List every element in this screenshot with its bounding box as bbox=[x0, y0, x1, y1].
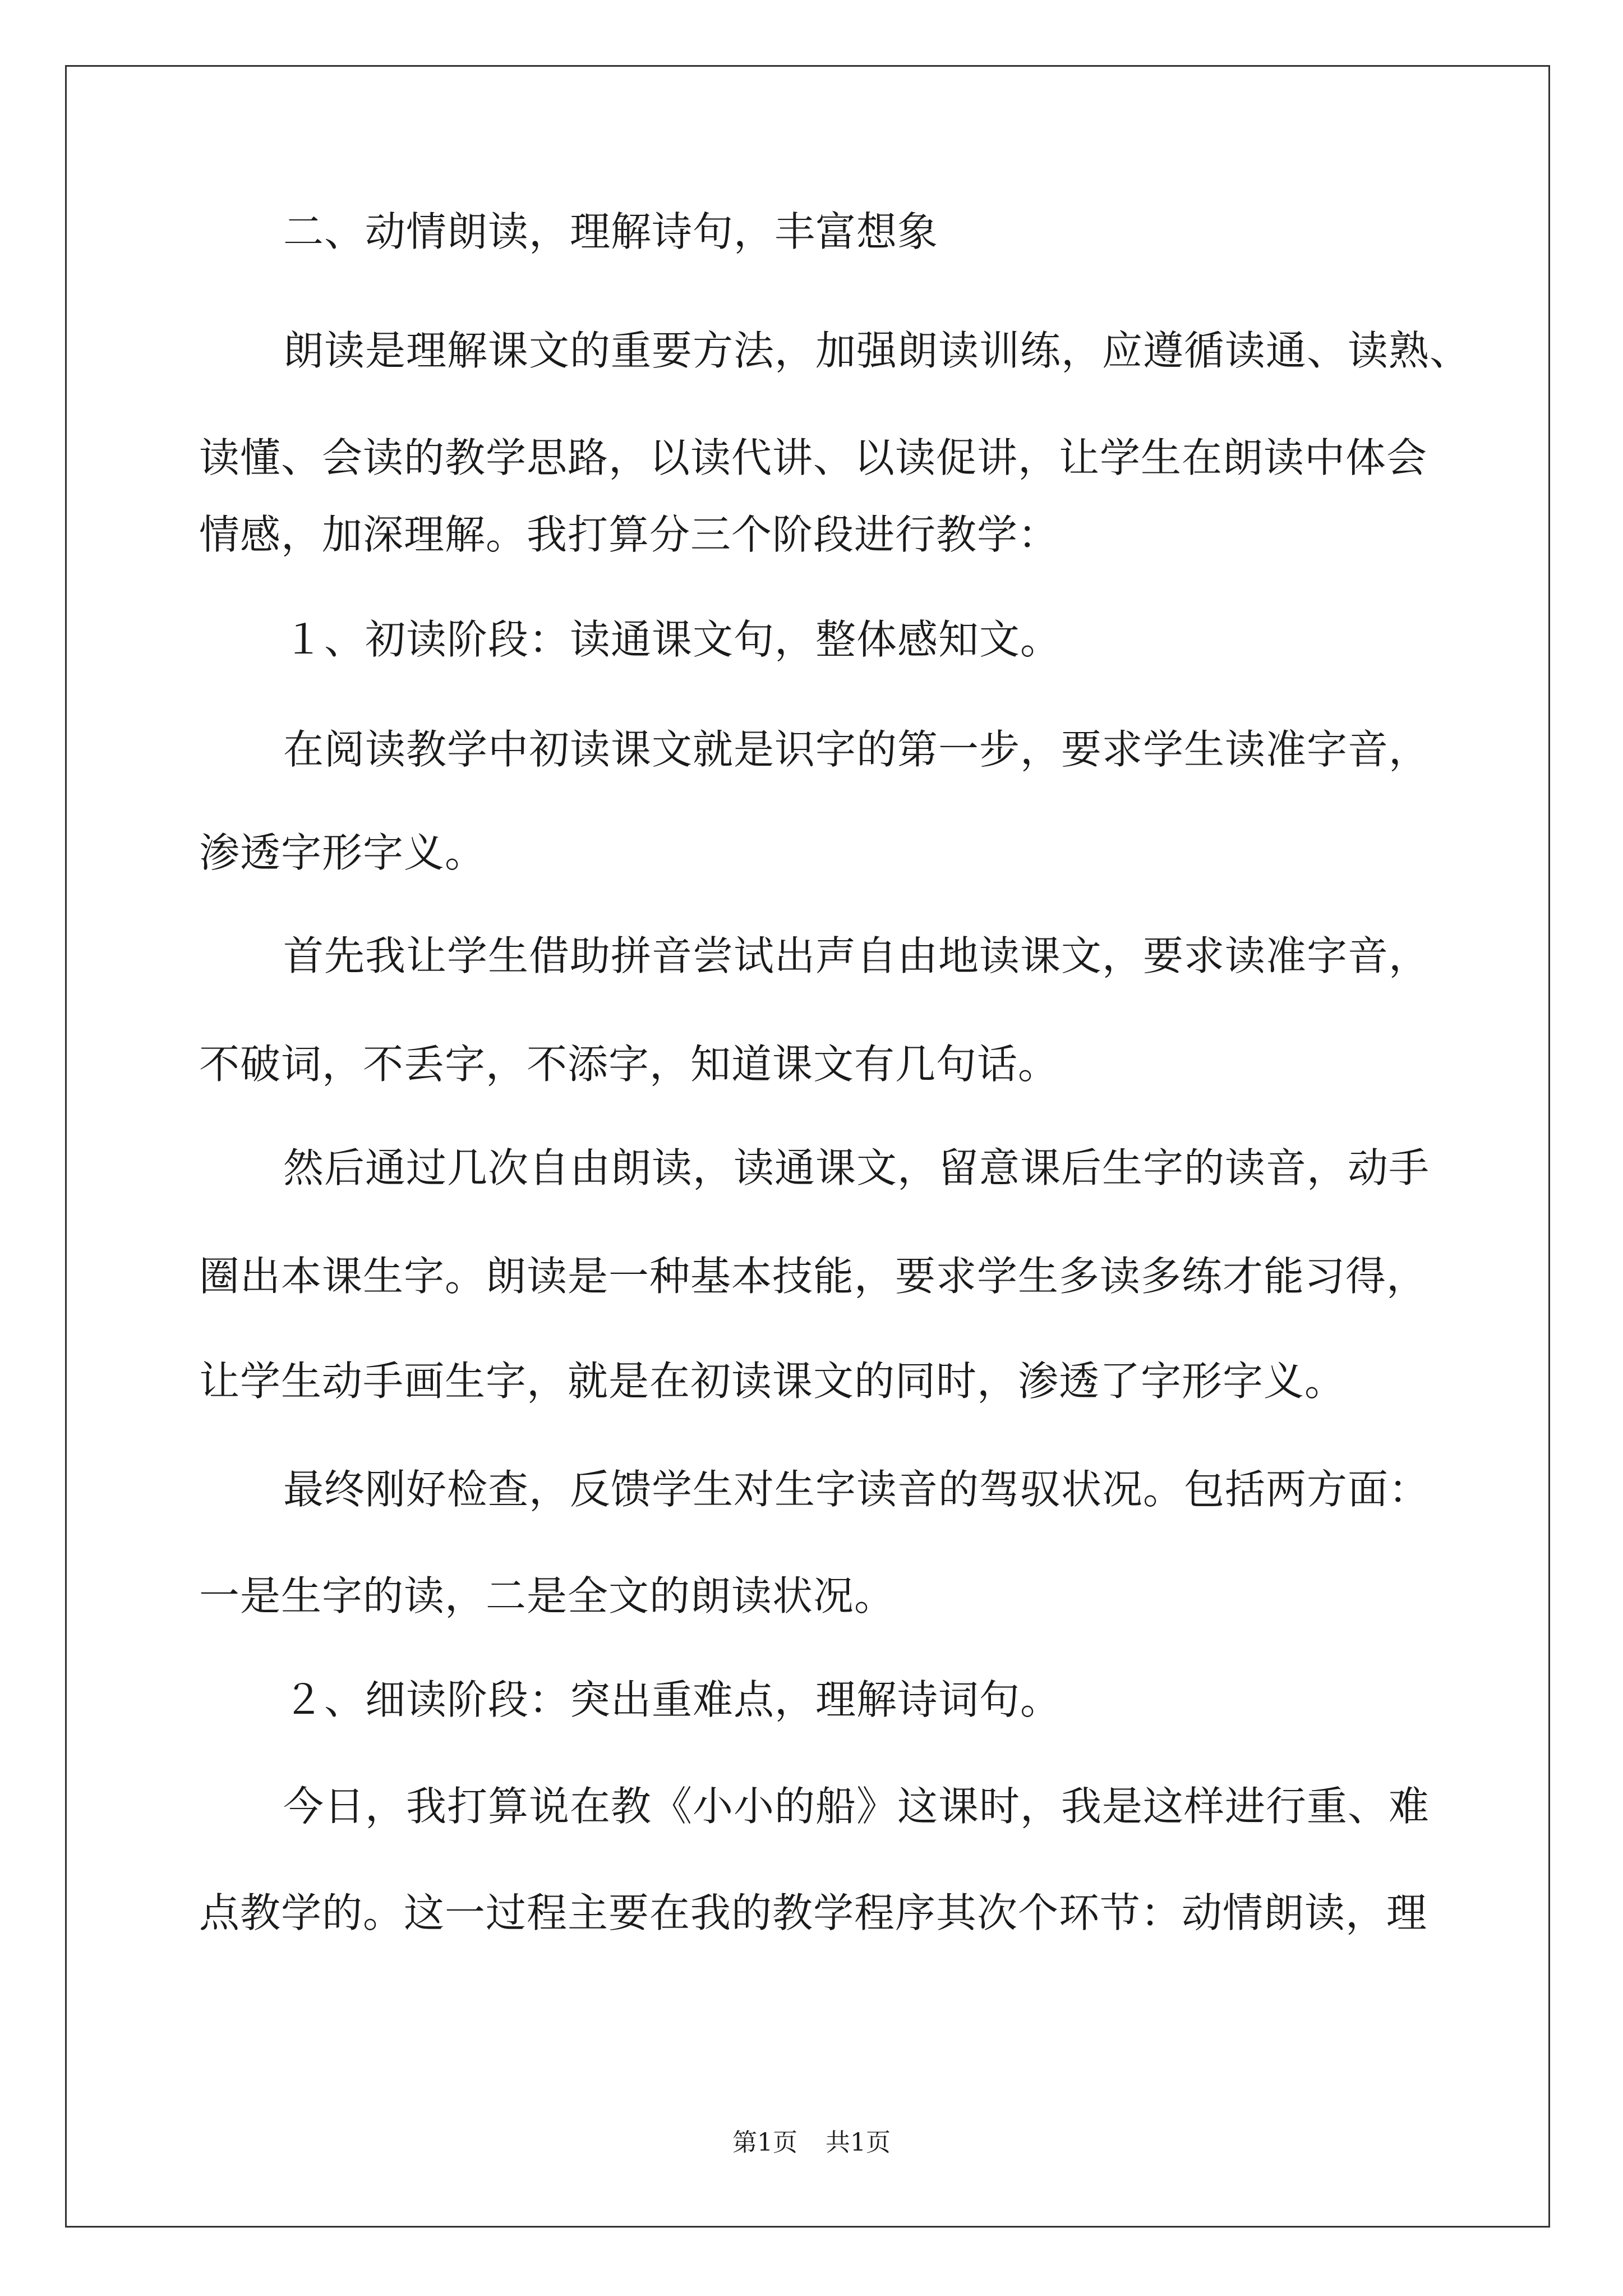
paragraph-line: 今日，我打算说在教《小小的船》这课时，我是这样进行重、难 bbox=[283, 1783, 1430, 1830]
page-number: 第1页 bbox=[732, 2128, 797, 2157]
paragraph-line: 让学生动手画生字，就是在初读课文的同时，渗透了字形字义。 bbox=[199, 1358, 1346, 1405]
paragraph-line: 点教学的。这一过程主要在我的教学程序其次个环节：动情朗读，理 bbox=[199, 1889, 1428, 1936]
paragraph-line: 读懂、会读的教学思路，以读代讲、以读促讲，让学生在朗读中体会 bbox=[199, 434, 1428, 481]
page-footer bbox=[0, 2126, 1623, 2160]
paragraph-line: 圈出本课生字。朗读是一种基本技能，要求学生多读多练才能习得， bbox=[199, 1253, 1428, 1300]
paragraph-line: 首先我让学生借助拼音尝试出声自由地读课文，要求读准字音， bbox=[283, 932, 1430, 979]
subsection-heading: ２、细读阶段：突出重难点，理解诗词句。 bbox=[283, 1676, 1062, 1723]
paragraph-line: 情感，加深理解。我打算分三个阶段进行教学： bbox=[199, 511, 1059, 558]
page-total: 共1页 bbox=[826, 2128, 891, 2157]
paragraph-line: 渗透字形字义。 bbox=[199, 829, 486, 876]
paragraph-line: 一是生字的读，二是全文的朗读状况。 bbox=[199, 1572, 896, 1619]
section-heading: 二、动情朗读，理解诗句，丰富想象 bbox=[283, 208, 939, 255]
subsection-heading: １、初读阶段：读通课文句，整体感知文。 bbox=[283, 616, 1062, 663]
paragraph-line: 不破词，不丢字，不添字，知道课文有几句话。 bbox=[199, 1041, 1059, 1088]
paragraph-line: 朗读是理解课文的重要方法，加强朗读训练，应遵循读通、读熟、 bbox=[283, 327, 1471, 374]
paragraph-line: 然后通过几次自由朗读，读通课文，留意课后生字的读音，动手 bbox=[283, 1144, 1430, 1191]
paragraph-line: 最终刚好检查，反馈学生对生字读音的驾驭状况。包括两方面： bbox=[283, 1466, 1430, 1513]
paragraph-line: 在阅读教学中初读课文就是识字的第一步，要求学生读准字音， bbox=[283, 726, 1430, 773]
